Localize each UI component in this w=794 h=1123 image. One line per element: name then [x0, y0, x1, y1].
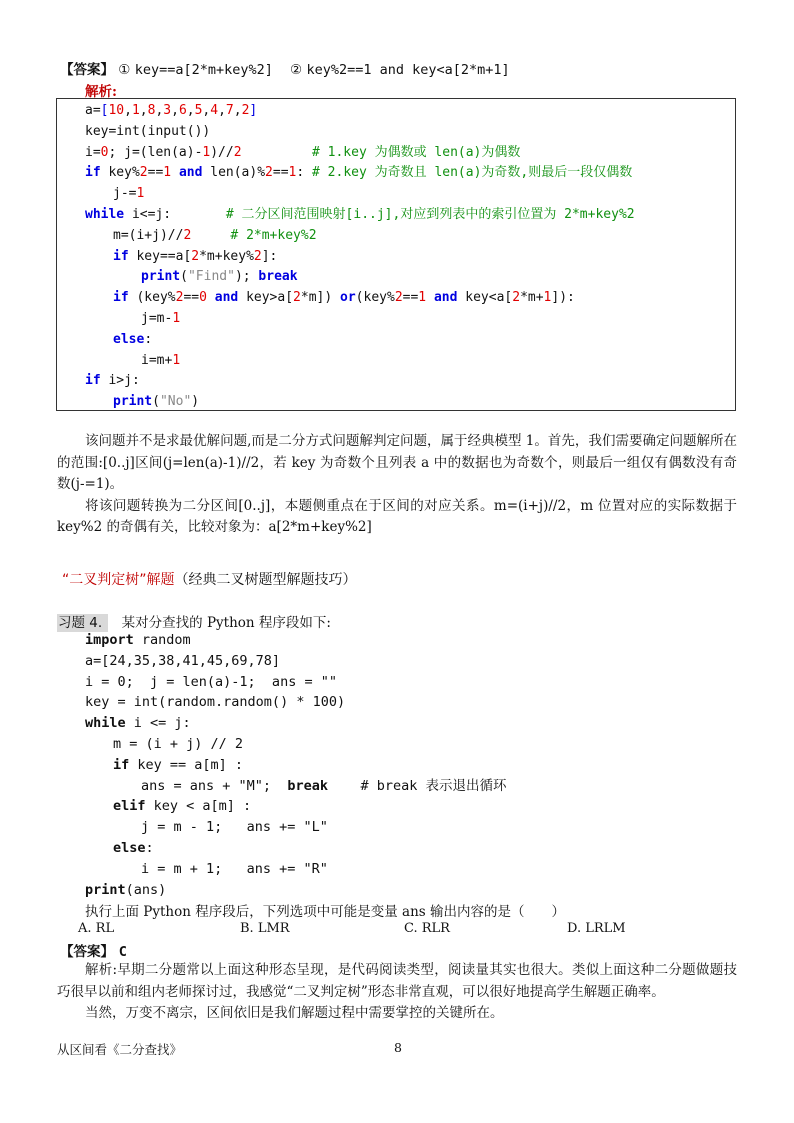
- code-token: i <= j:: [125, 715, 191, 732]
- option-b: B. LMR: [240, 921, 290, 936]
- code-token: 2: [241, 103, 250, 118]
- option-a: A. RL: [78, 921, 115, 936]
- code-line: [141, 818, 328, 836]
- option-d: D. LRLM: [567, 921, 626, 936]
- code-token: a=[24,35,38,41,45,69,78]: [85, 652, 281, 669]
- code-token: *m]): [300, 290, 341, 306]
- code-line: [85, 372, 140, 390]
- code-token: if: [113, 248, 129, 264]
- code-line: [141, 777, 507, 795]
- code-token: # 2.key 为奇数且 len(a)为奇数,则最后一段仅偶数: [312, 165, 633, 181]
- code-token: print: [85, 881, 126, 898]
- code-token: i<=j:: [124, 207, 226, 222]
- exercise-question: 执行上面 Python 程序段后，下列选项中可能是变量 ans 输出内容的是（ ）: [85, 904, 565, 920]
- code-token: m=(i+j)//: [113, 227, 184, 243]
- page-number: 8: [394, 1040, 402, 1055]
- code-token: key == a[m] :: [129, 756, 244, 773]
- code-token: i>j:: [100, 373, 140, 389]
- code-token: 2: [265, 165, 273, 181]
- code-token: or: [340, 290, 356, 306]
- code-line: [113, 393, 199, 411]
- code-token: ]:: [261, 248, 278, 264]
- exercise-analysis: [57, 960, 737, 1025]
- code-token: 7: [225, 103, 234, 118]
- answer-label: 【答案】: [60, 62, 114, 78]
- code-token: [207, 290, 215, 305]
- code-line: [85, 206, 635, 224]
- explanation: [57, 431, 737, 539]
- code-line: [141, 310, 180, 328]
- code-token: ==: [402, 290, 419, 306]
- code-token: # 2*m+key%2: [230, 227, 317, 243]
- code-token: key < a[m] :: [145, 798, 252, 815]
- code-token: 0: [100, 144, 109, 160]
- code-token: 3: [163, 103, 172, 118]
- code-token: (ans): [125, 881, 167, 898]
- code-token: )//: [210, 144, 234, 160]
- code-token: # 二分区间范围映射[i..j],对应到列表中的索引位置为 2*m+key%2: [225, 207, 635, 222]
- code-token: 2: [183, 227, 192, 243]
- footer-title: 从区间看《二分查找》: [57, 1042, 183, 1057]
- exercise-analysis-paragraph-2: 当然，万变不离宗，区间依旧是我们解题过程中需要掌控的关键所在。: [85, 1005, 504, 1021]
- code-token: 4: [210, 103, 219, 118]
- answer-part-2: key%2==1 and key<a[2*m+1]: [306, 62, 510, 78]
- code-token: else: [113, 840, 146, 856]
- code-token: 1: [202, 144, 211, 160]
- code-token: :: [144, 331, 153, 347]
- exercise-analysis-paragraph-1: 解析:早期二分题常以上面这种形态呈现，是代码阅读类型，阅读量其实也很大。类似上面这种二分题做题技巧很早以前和组内老师探讨过，我感觉“二叉判定树”形态非常直观，可以很好地提高学生解题正确率。: [57, 962, 737, 1000]
- code-token: if: [113, 290, 129, 306]
- code-token: random: [133, 632, 191, 648]
- code-token: elif: [113, 798, 146, 815]
- code-token: print: [113, 394, 153, 410]
- code-line: [113, 735, 243, 753]
- code-line: [85, 164, 632, 182]
- code-token: 5: [194, 103, 203, 118]
- exercise-prompt: 某对分查找的 Python 程序段如下:: [121, 615, 331, 631]
- code-token: *m+: [520, 290, 544, 306]
- code-token: ): [191, 394, 200, 410]
- code-token: ==: [147, 165, 164, 181]
- code-token: 8: [147, 103, 156, 118]
- code-line: [85, 652, 280, 670]
- code-token: :: [145, 840, 154, 856]
- code-token: ,: [124, 103, 132, 118]
- code-line: [113, 289, 575, 307]
- code-token: ,: [171, 103, 179, 118]
- code-token: else: [113, 331, 145, 347]
- section-heading: [62, 569, 357, 589]
- code-token: if: [85, 165, 101, 181]
- code-line: [113, 839, 154, 857]
- code-token: i = 0; j = len(a)-1; ans = "": [85, 673, 337, 690]
- code-token: if: [85, 373, 101, 389]
- code-token: i=m+: [141, 352, 173, 368]
- code-line: [85, 144, 520, 162]
- answer-line: [60, 58, 510, 78]
- code-token: 2: [175, 290, 184, 306]
- code-token: j=m-: [141, 311, 173, 326]
- code-line: [85, 123, 210, 141]
- code-token: 6: [178, 103, 187, 118]
- code-token: ; j=(len(a)-: [108, 144, 203, 160]
- code-token: [171, 165, 179, 180]
- code-token: );: [234, 269, 259, 285]
- code-token: 1: [418, 290, 427, 306]
- code-token: ,: [139, 103, 148, 118]
- code-line: [85, 714, 191, 732]
- code-token: and: [214, 290, 239, 306]
- code-token: 2: [139, 165, 148, 181]
- code-token: i = m + 1; ans += "R": [141, 860, 328, 877]
- code-token: 1: [131, 103, 140, 118]
- code-token: len(a)%: [202, 165, 266, 181]
- code-line: [113, 185, 144, 203]
- code-token: ==: [183, 290, 200, 306]
- code-token: break: [287, 777, 328, 794]
- code-token: 0: [199, 290, 207, 306]
- code-token: [: [100, 103, 109, 118]
- code-token: key<a[: [457, 290, 513, 306]
- exercise-answer-value: C: [118, 944, 127, 960]
- code-token: 2: [191, 248, 200, 264]
- code-token: j-=: [113, 186, 137, 202]
- code-token: # 1.key 为偶数或 len(a)为偶数: [241, 144, 521, 160]
- answer-marker-2: ②: [290, 62, 303, 78]
- exercise-answer-label: 【答案】: [60, 944, 114, 960]
- option-c: C. RLR: [404, 921, 450, 936]
- exercise-label: 习题 4.: [57, 614, 108, 632]
- code-token: *m+key%: [199, 248, 254, 264]
- code-line: [85, 631, 191, 649]
- code-token: ,: [202, 103, 211, 118]
- code-token: [191, 228, 230, 243]
- code-token: 1: [543, 290, 552, 306]
- code-token: and: [433, 290, 458, 306]
- code-token: (: [180, 269, 188, 285]
- section-subtitle: （经典二叉树题型解题技巧）: [174, 572, 357, 588]
- answer-marker-1: ①: [118, 62, 131, 78]
- code-token: (: [152, 394, 160, 410]
- code-line: [113, 756, 243, 774]
- code-line: [113, 797, 251, 815]
- code-token: [426, 290, 434, 305]
- code-token: ,: [155, 103, 164, 118]
- code-token: ,: [218, 103, 226, 118]
- code-token: ans = ans + "M";: [141, 777, 288, 794]
- code-token: "No": [159, 394, 192, 410]
- code-token: (key%: [355, 290, 395, 306]
- exercise-header: [57, 611, 331, 631]
- code-token: 2: [293, 290, 301, 306]
- code-line: [141, 268, 298, 286]
- explanation-paragraph-1: 该问题并不是求最优解问题,而是二分方式问题解判定问题，属于经典模型 1。首先，我们需要确定问题解所在的范围:[0..j]区间(j=len(a)-1)//2，若 key 为奇数个且列表 a 中的数据也为奇数个，则最后一组仅有偶数没有奇数(j-=1)。: [57, 433, 737, 492]
- code-line: [113, 248, 277, 266]
- code-token: 1: [288, 165, 297, 181]
- exercise-answer: [60, 940, 127, 960]
- code-token: key%: [100, 165, 140, 181]
- code-token: m = (i + j) // 2: [113, 736, 244, 752]
- code-token: i=: [85, 144, 101, 160]
- code-token: ==: [272, 165, 289, 181]
- code-line: [85, 881, 166, 899]
- code-line: [113, 331, 152, 349]
- explanation-paragraph-2: 将该问题转换为二分区间[0..j]，本题侧重点在于区间的对应关系。m=(i+j)//2，m 位置对应的实际数据于 key%2 的奇偶有关，比较对象为：a[2*m+key%2]: [57, 497, 737, 535]
- code-line: [85, 693, 345, 711]
- code-token: import: [85, 632, 134, 648]
- code-token: and: [178, 165, 203, 181]
- code-token: key=int(input()): [85, 123, 211, 139]
- section-title: “二叉判定树”解题: [62, 572, 175, 588]
- code-token: while: [85, 715, 126, 732]
- code-token: 2: [253, 248, 262, 264]
- code-token: ]):: [551, 290, 575, 306]
- code-block-solution: [56, 98, 736, 411]
- code-token: :: [296, 165, 313, 181]
- code-token: print: [141, 269, 181, 285]
- code-token: ]: [249, 103, 258, 118]
- code-token: 1: [136, 186, 145, 202]
- code-line: [141, 352, 180, 370]
- code-token: while: [85, 207, 125, 222]
- code-token: j = m - 1; ans += "L": [141, 819, 328, 836]
- code-token: 2: [233, 144, 242, 160]
- code-token: break: [258, 269, 298, 285]
- code-token: 2: [512, 290, 521, 306]
- code-token: key = int(random.random() * 100): [85, 694, 346, 711]
- code-token: # break 表示退出循环: [327, 777, 507, 794]
- code-token: key>a[: [238, 290, 294, 306]
- code-block-exercise: [57, 630, 737, 900]
- code-line: [85, 102, 257, 120]
- code-token: "Find": [187, 269, 235, 285]
- code-line: [113, 227, 317, 245]
- code-token: (key%: [128, 290, 176, 306]
- code-token: 10: [108, 103, 125, 118]
- code-token: if: [113, 756, 130, 773]
- code-line: [85, 673, 337, 691]
- answer-part-1: key==a[2*m+key%2]: [134, 62, 273, 78]
- code-token: ,: [186, 103, 195, 118]
- code-token: 1: [172, 352, 181, 368]
- code-token: 1: [172, 311, 181, 326]
- code-token: 1: [163, 165, 172, 181]
- code-token: 2: [394, 290, 403, 306]
- code-token: ,: [233, 103, 242, 118]
- code-line: [141, 860, 328, 878]
- code-token: key==a[: [128, 248, 192, 264]
- analysis-label: 解析:: [85, 84, 117, 100]
- code-token: a=: [85, 103, 101, 118]
